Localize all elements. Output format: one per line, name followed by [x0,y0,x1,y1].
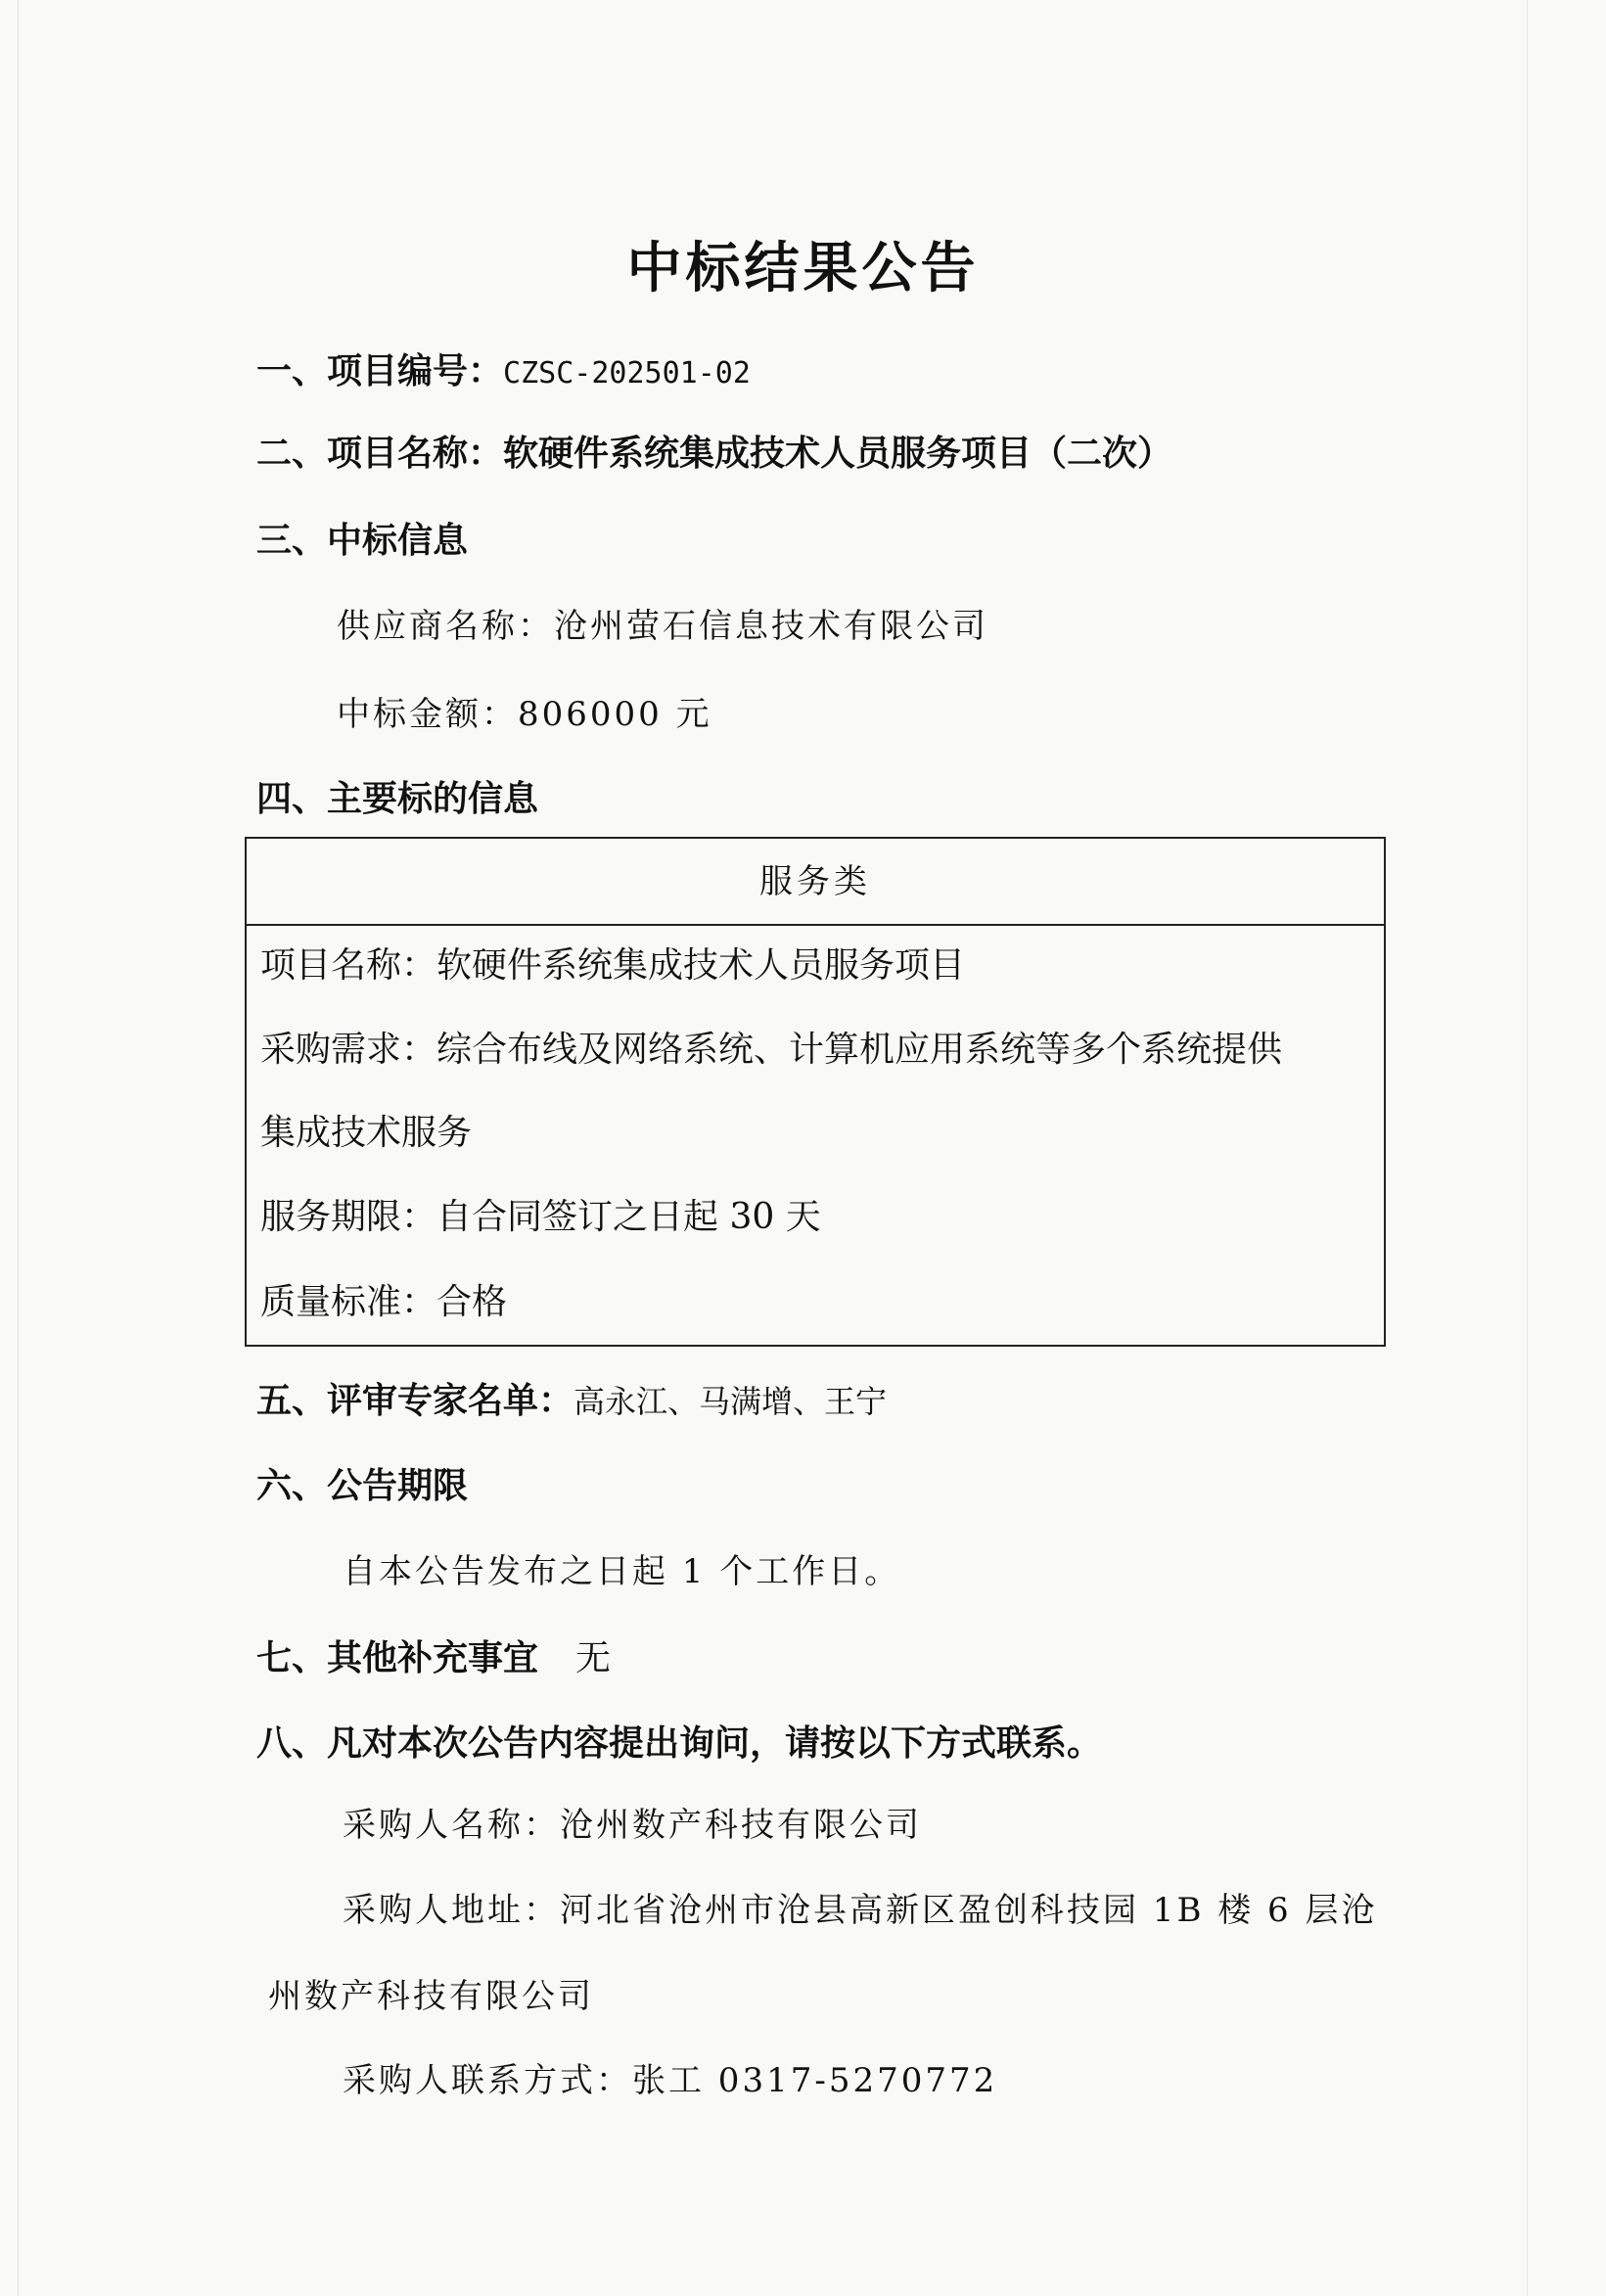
section-label: 五、评审专家名单： [256,1381,574,1421]
purchaser-contact-line: 采购人联系方式：张工 0317-5270772 [343,2061,998,2100]
table-row: 服务期限：自合同签订之日起 30 天 [260,1197,821,1237]
section-review-experts [256,1380,887,1423]
table-row: 项目名称：软硬件系统集成技术人员服务项目 [260,945,966,986]
purchaser-address-line: 采购人地址：河北省沧州市沧县高新区盈创科技园 1B 楼 6 层沧 [343,1891,1378,1930]
section-project-name [256,433,1172,476]
section-other-matters [256,1637,611,1680]
section-label: 二、项目名称： [256,434,504,474]
supplier-name-line: 供应商名称：沧州萤石信息技术有限公司 [337,607,988,646]
table-row: 集成技术服务 [260,1113,473,1153]
table-header-category: 服务类 [247,839,1384,926]
scan-edge-line [18,0,19,2296]
subject-info-table [245,837,1386,1347]
table-row: 采购需求：综合布线及网络系统、计算机应用系统等多个系统提供 [260,1030,1283,1070]
section-label: 一、项目编号： [256,351,504,391]
project-number-value: CZSC-202501-02 [503,356,751,390]
project-name-value: 软硬件系统集成技术人员服务项目（二次） [503,434,1173,474]
award-amount-line: 中标金额：806000 元 [337,695,712,734]
section-notice-period: 六、公告期限 [256,1466,469,1506]
table-row: 质量标准：合格 [260,1282,508,1322]
section-subject-info: 四、主要标的信息 [256,779,539,819]
review-experts-value: 高永江、马满增、王宁 [574,1383,888,1420]
purchaser-address-line-cont: 州数产科技有限公司 [268,1977,594,2016]
section-award-info: 三、中标信息 [256,521,469,561]
purchaser-name-line: 采购人名称：沧州数产科技有限公司 [343,1806,922,1845]
scan-edge-line [1527,0,1528,2296]
section-label: 七、其他补充事宜 [256,1638,539,1678]
notice-period-line: 自本公告发布之日起 1 个工作日。 [343,1552,901,1591]
section-contact: 八、凡对本次公告内容提出询问，请按以下方式联系。 [256,1723,1103,1764]
other-matters-value: 无 [575,1638,612,1678]
page-title: 中标结果公告 [626,237,980,300]
section-project-number [256,350,751,395]
